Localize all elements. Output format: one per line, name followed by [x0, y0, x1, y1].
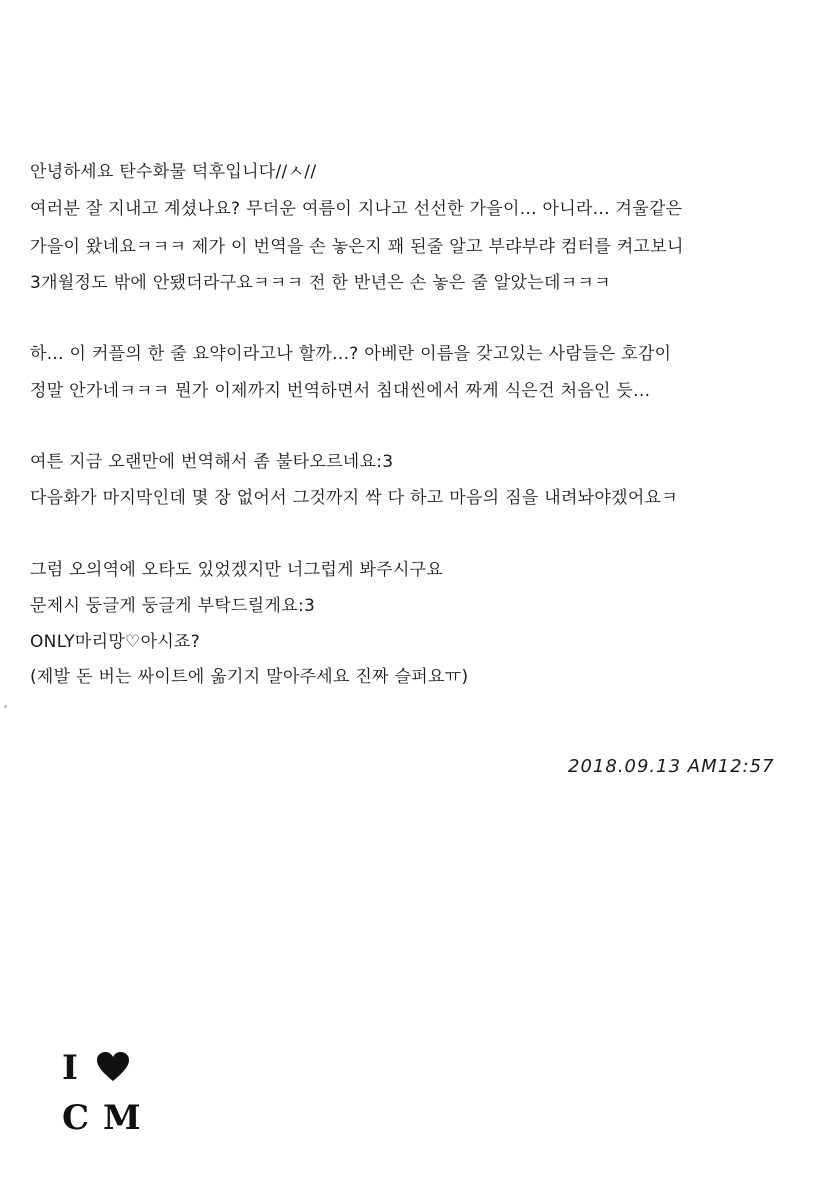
text-line: 가을이 왔네요ㅋㅋㅋ 제가 이 번역을 손 놓은지 꽤 된줄 알고 부랴부랴 컴터를 켜고보니	[30, 237, 684, 257]
text-line: 안녕하세요 탄수화물 덕후입니다//ㅅ//	[30, 162, 317, 182]
logo-letter-i: I	[62, 1048, 78, 1088]
text-line: 여러분 잘 지내고 계셨나요? 무더운 여름이 지나고 선선한 가을이... 아니라... 겨울같은	[30, 199, 683, 219]
text-line: 정말 안가네ㅋㅋㅋ 뭔가 이제까지 번역하면서 침대씬에서 짜게 식은건 처음인 듯...	[30, 381, 651, 401]
date-time-signature: 2018.09.13 AM12:57	[568, 756, 775, 777]
text-line: (제발 돈 버는 싸이트에 옮기지 말아주세요 진짜 슬퍼요ㅠ)	[30, 667, 469, 687]
logo-letters-cm: CM	[62, 1098, 155, 1138]
text-line: 여튼 지금 오랜만에 번역해서 좀 불타오르네요:3	[30, 452, 394, 472]
text-line: 3개월정도 밖에 안됐더라구요ㅋㅋㅋ 전 한 반년은 손 놓은 줄 알았는데ㅋㅋㅋ	[30, 273, 611, 293]
text-line: 다음화가 마지막인데 몇 장 없어서 그것까지 싹 다 하고 마음의 짐을 내려놔야겠어요ㅋ	[30, 488, 679, 508]
text-line: ONLY마리망♡아시죠?	[30, 632, 201, 652]
i-love-cm-logo	[62, 1048, 162, 1138]
paper-speck	[4, 705, 7, 708]
heart-icon	[96, 1051, 130, 1083]
text-line: 하... 이 커플의 한 줄 요약이라고나 할까...? 아베란 이름을 갖고있는 사람들은 호감이	[30, 344, 672, 364]
text-line: 문제시 둥글게 둥글게 부탁드릴게요:3	[30, 596, 316, 616]
text-line: 그럼 오의역에 오타도 있었겠지만 너그럽게 봐주시구요	[30, 560, 444, 580]
